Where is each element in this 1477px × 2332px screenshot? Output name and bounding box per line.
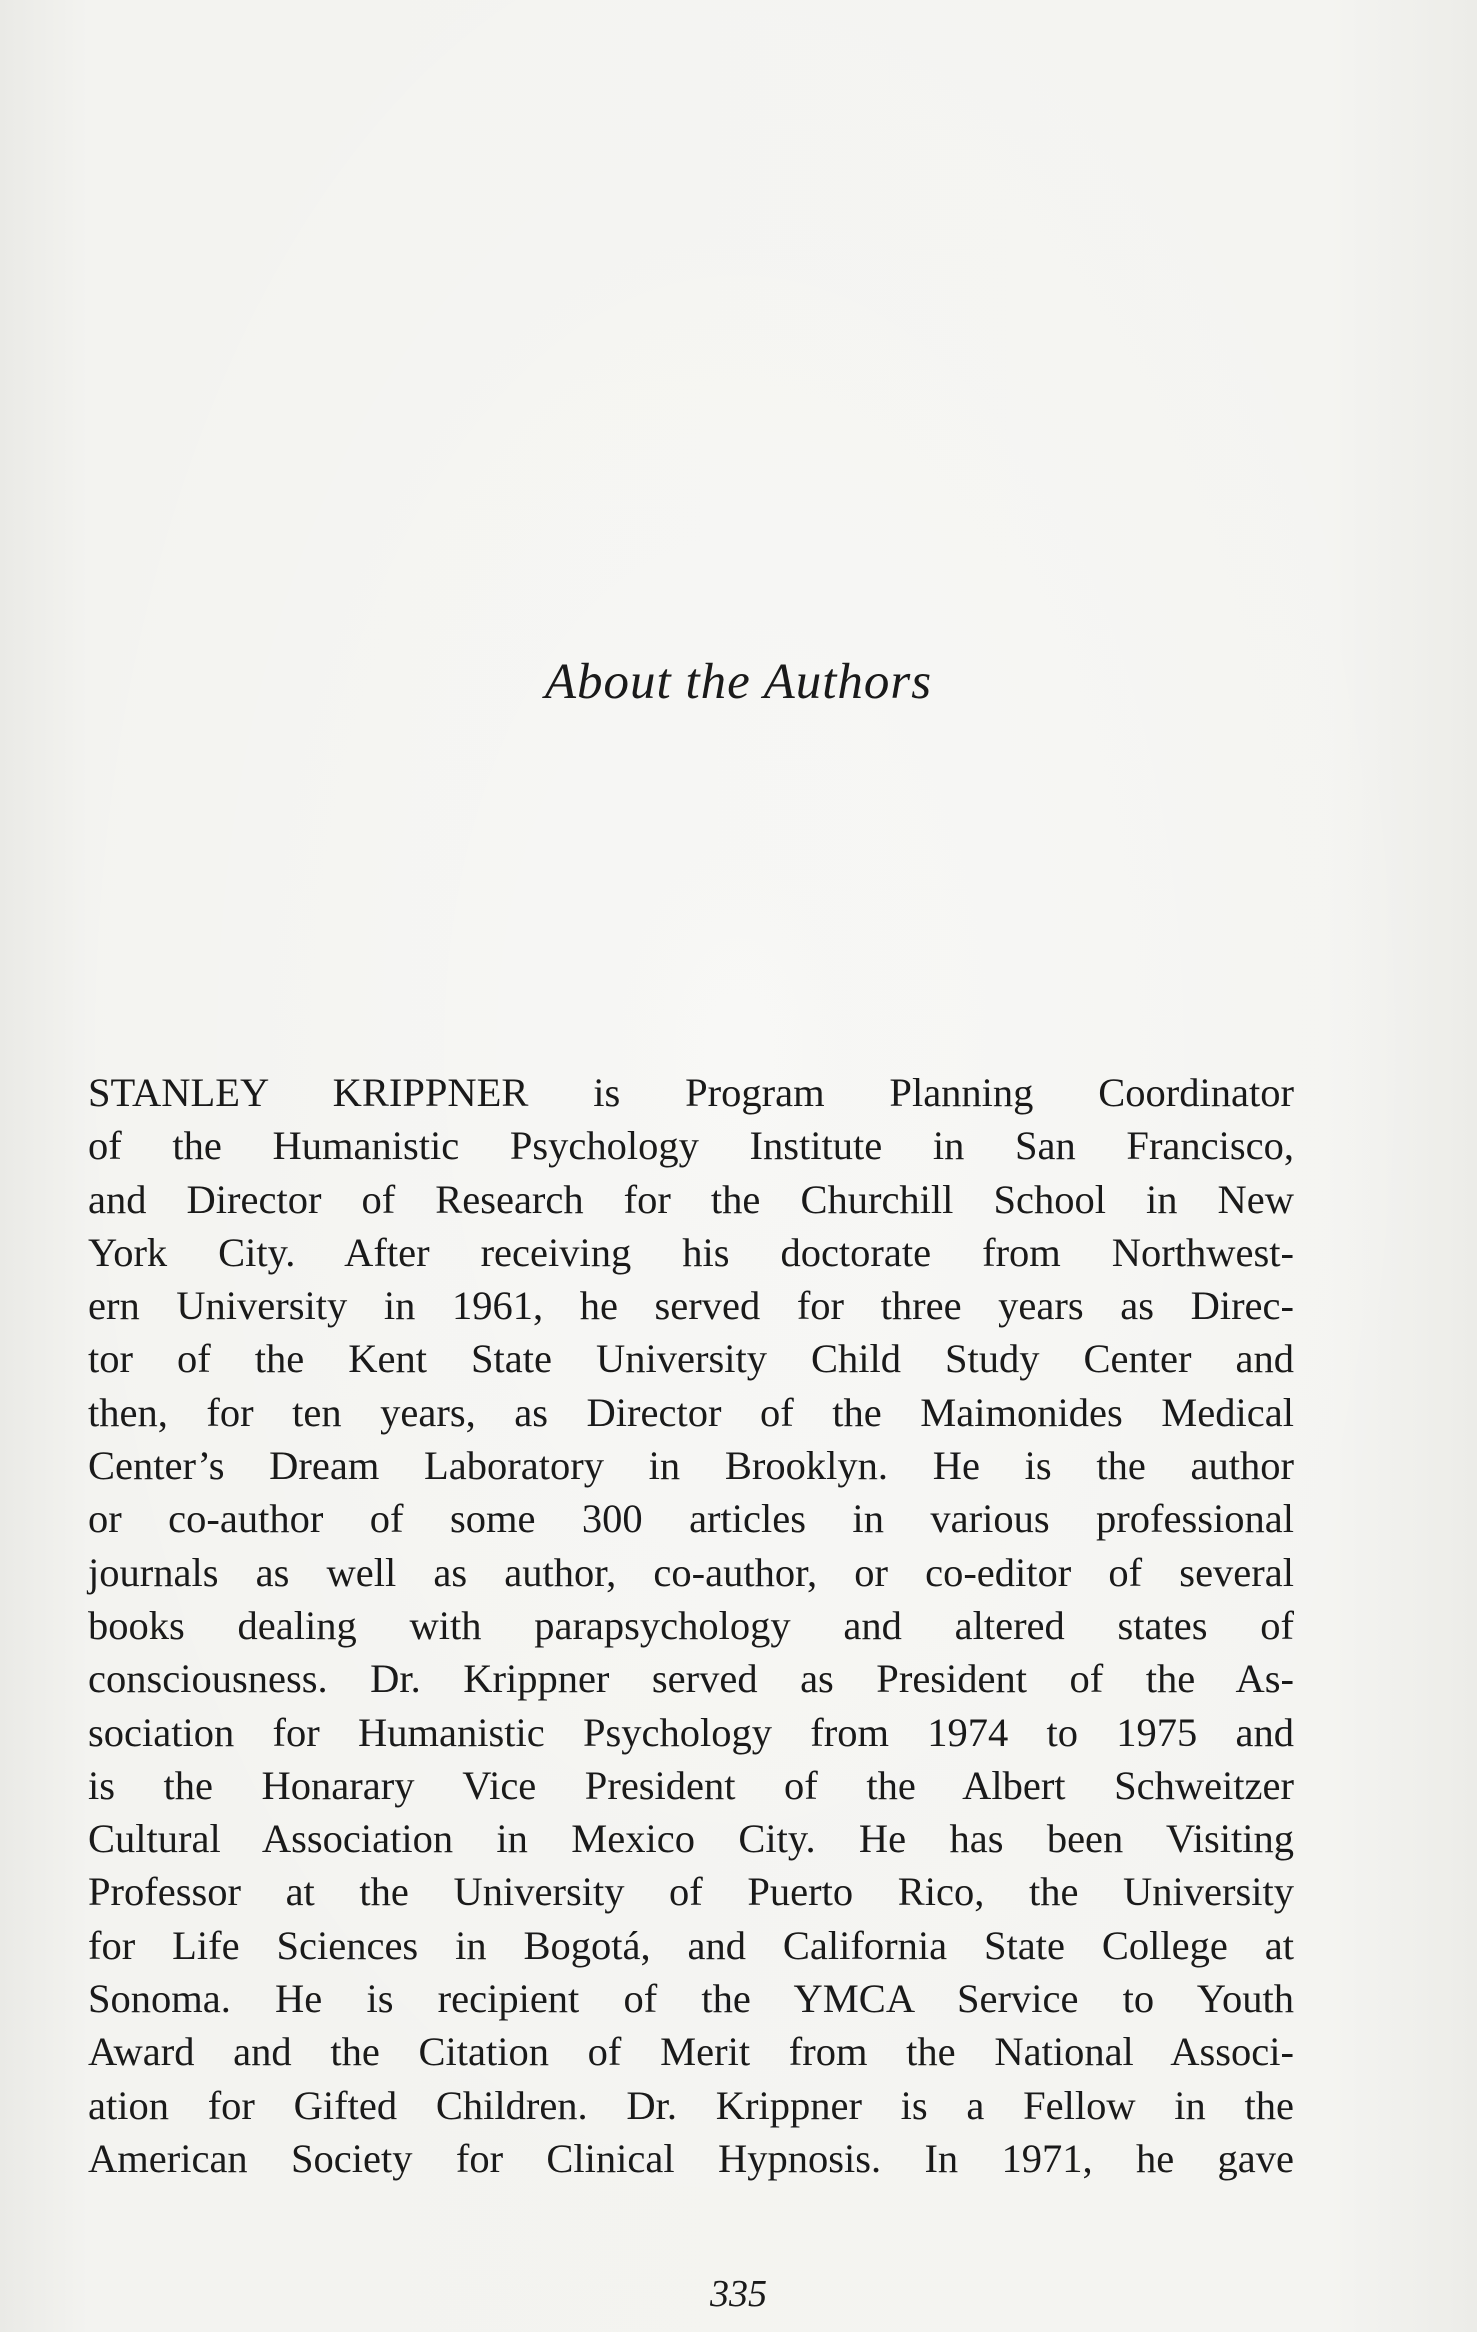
body-line: tor of the Kent State University Child Study Center and [88,1336,1294,1382]
section-heading: About the Authors [544,654,933,710]
page-number: 335 [710,2273,767,2315]
body-line: American Society for Clinical Hypnosis. In 1971, he gave [88,2135,1294,2181]
body-line: sociation for Humanistic Psychology from 1974 to 1975 and [88,1709,1294,1755]
body-line: or co-author of some 300 articles in various professional [88,1496,1294,1542]
body-line: STANLEY KRIPPNER is Program Planning Coordinator [88,1070,1294,1115]
body-line: York City. After receiving his doctorate from Northwest- [88,1229,1294,1275]
body-line: for Life Sciences in Bogotá, and California State College at [88,1922,1294,1968]
author-bio-paragraph [88,1066,1294,2185]
body-line: of the Humanistic Psychology Institute in San Francisco, [88,1123,1294,1169]
body-line: Cultural Association in Mexico City. He has been Visiting [88,1816,1294,1862]
body-line: Sonoma. He is recipient of the YMCA Service to Youth [88,1976,1294,2022]
body-line: consciousness. Dr. Krippner served as President of the As- [88,1656,1294,1702]
body-line: Center’s Dream Laboratory in Brooklyn. He is the author [88,1443,1294,1489]
body-line: is the Honarary Vice President of the Albert Schweitzer [88,1762,1294,1808]
body-line: ation for Gifted Children. Dr. Krippner is a Fellow in the [88,2082,1294,2128]
body-line: Professor at the University of Puerto Rico, the University [88,1869,1294,1915]
body-line: ern University in 1961, he served for three years as Direc- [88,1283,1294,1329]
body-line: journals as well as author, co-author, or co-editor of several [88,1549,1294,1595]
body-line: then, for ten years, as Director of the Maimonides Medical [88,1389,1294,1435]
body-line: and Director of Research for the Churchill School in New [88,1176,1294,1222]
body-line: Award and the Citation of Merit from the National Associ- [88,2029,1294,2075]
body-line: books dealing with parapsychology and altered states of [88,1602,1294,1648]
